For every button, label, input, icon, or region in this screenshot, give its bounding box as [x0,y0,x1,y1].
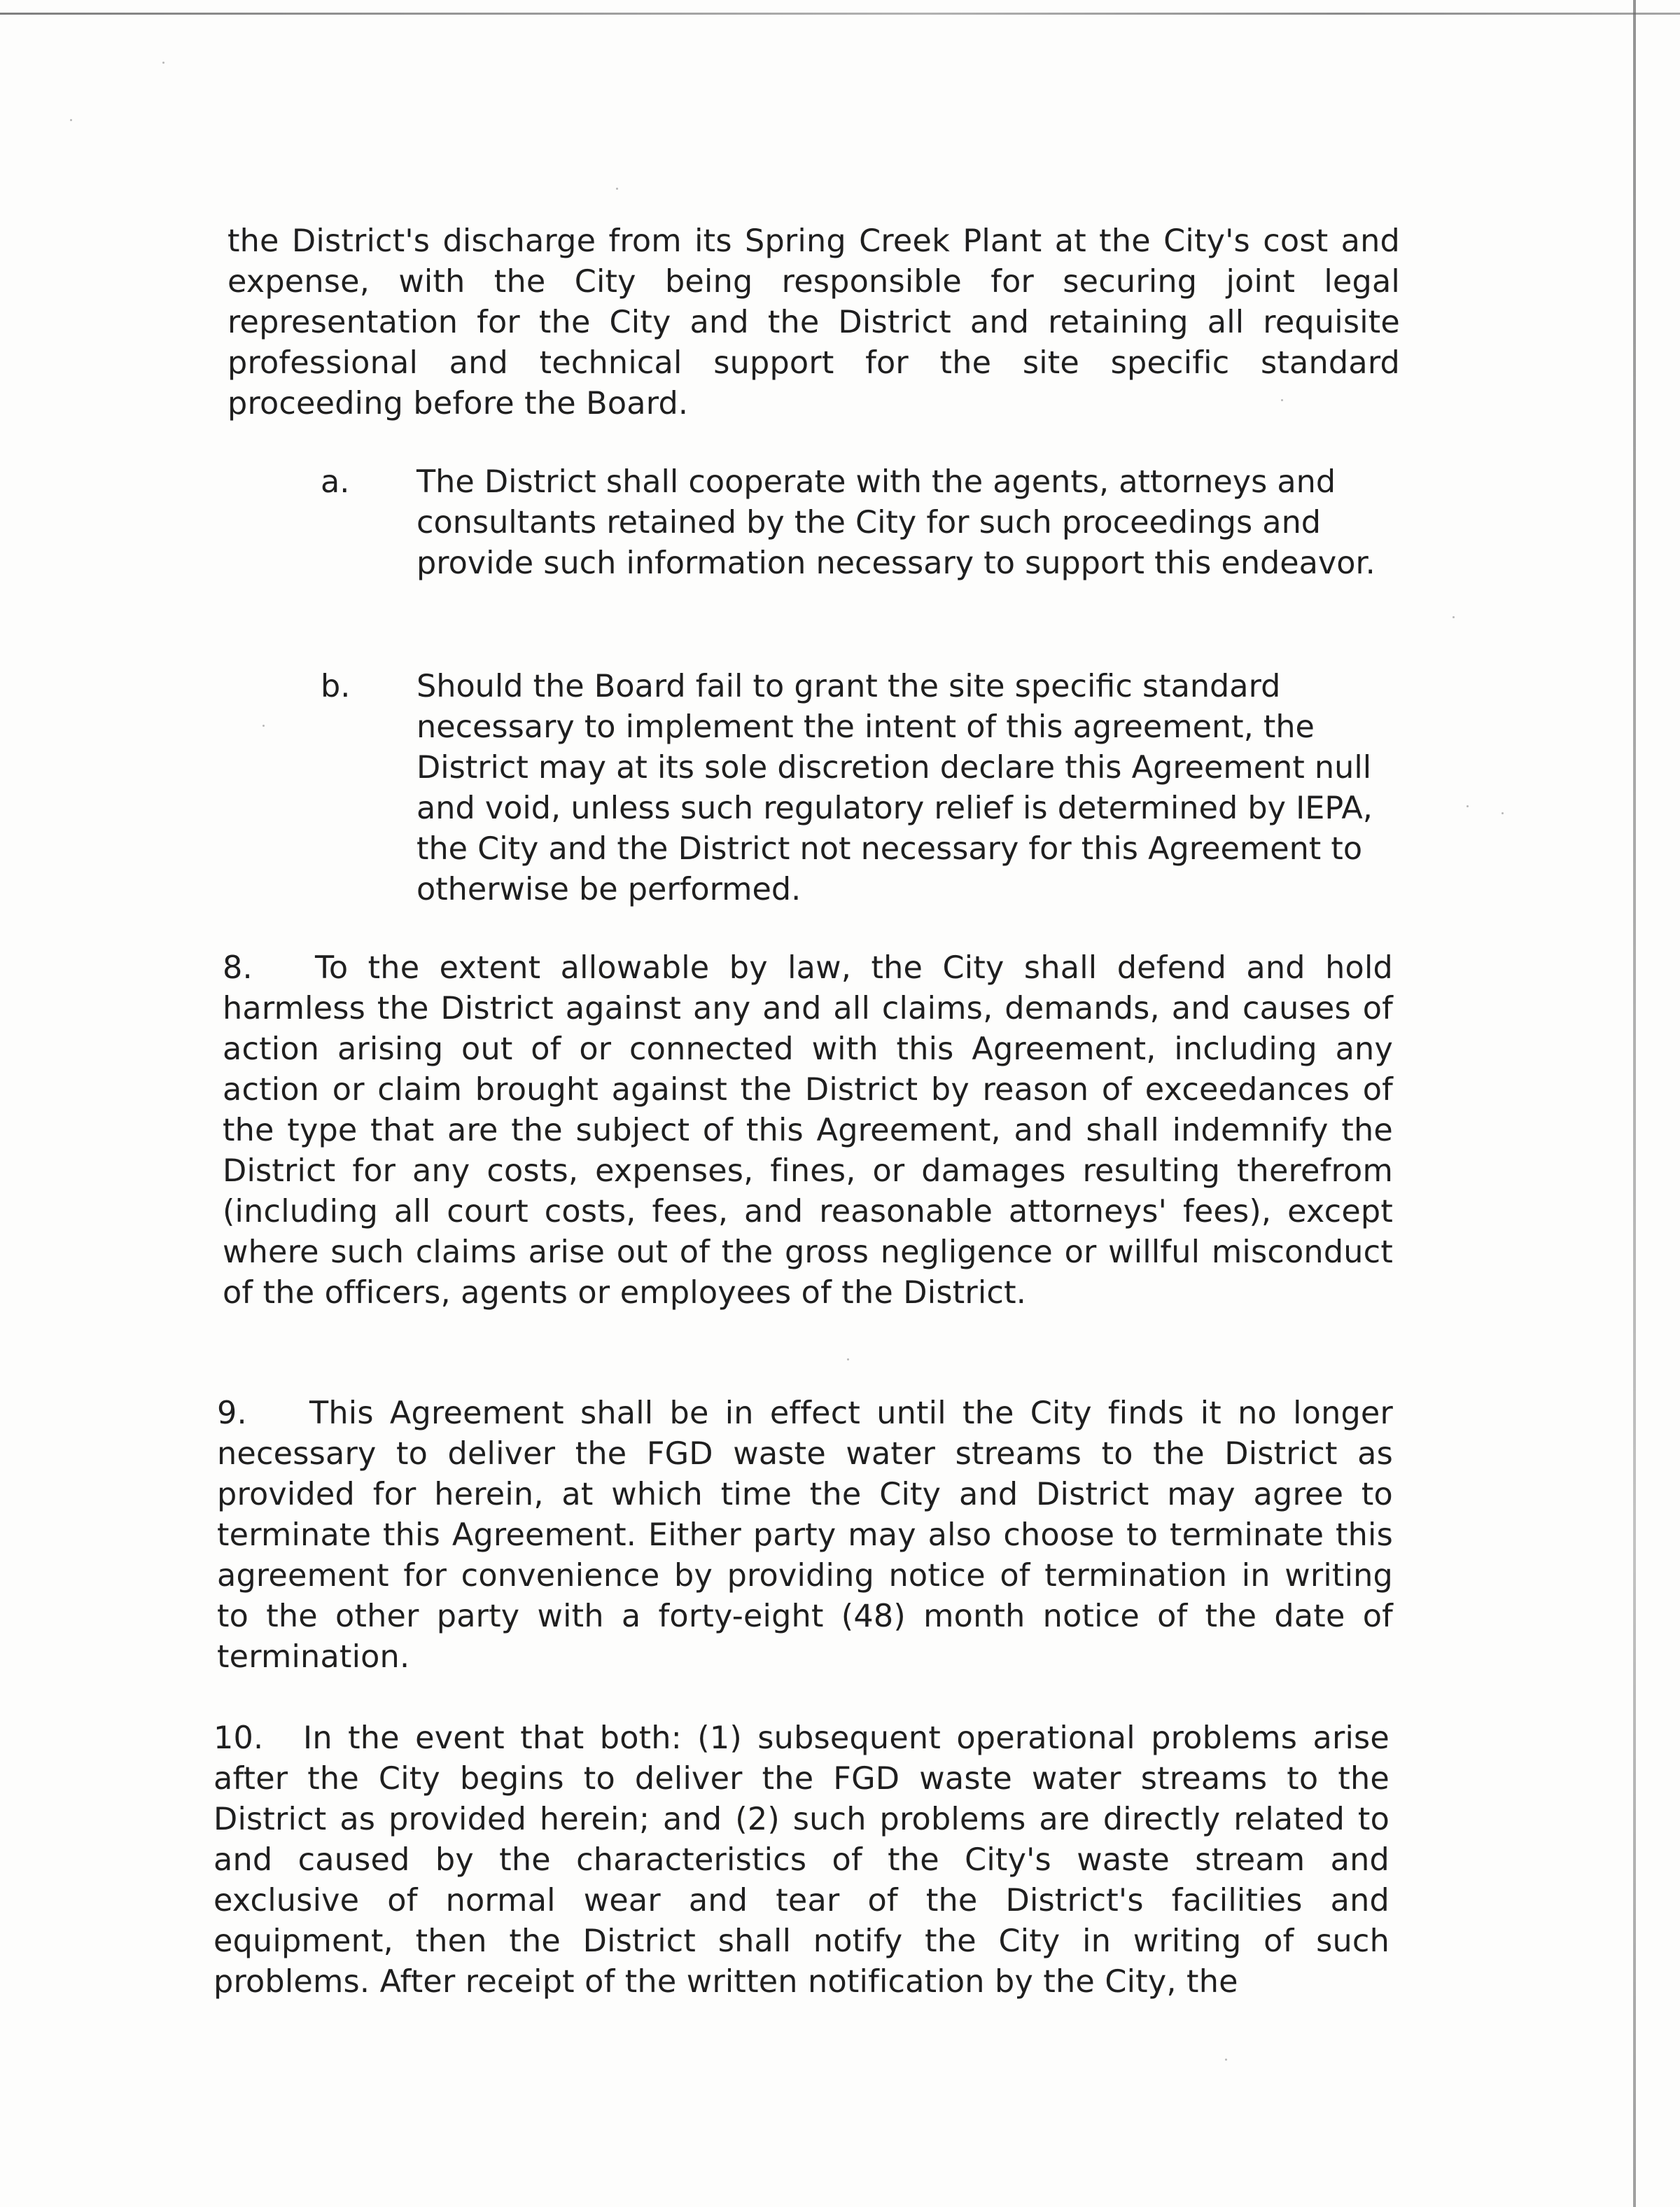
scan-speck [1225,2059,1227,2061]
scan-top-edge-line [0,13,1680,15]
subsection-b-text: Should the Board fail to grant the site specific standard necessary to implement the intent of this agreement, the District may at its sole discretion declare this Agreement null and void, unless such regulatory relief is determined by IEPA, the City and the District not necessary for this Agreement to otherwise be performed. [416,669,1373,907]
subsection-a-letter: a. [321,464,350,500]
scan-speck [162,62,164,64]
section-8-text: To the extent allowable by law, the City shall defend and hold harmless the District against any and all claims, demands, and causes of action arising out of or connected with this Agreement, including any action or claim brought against the District by reason of exceedances of the type that are the subject of this Agreement, and shall indemnify the District for any costs, expenses, fines, or damages resulting therefrom (including all court costs, fees, and reasonable attorneys' fees), except where such claims arise out of the gross negligence or willful misconduct of the officers, agents or employees of the District. [223,950,1393,1311]
section-9-number: 9. [217,1395,247,1431]
scan-speck [1466,805,1469,807]
scan-speck [262,725,265,727]
section-9-paragraph [217,1393,1393,1678]
scan-right-edge-line [1633,0,1636,2207]
section-9-text: This Agreement shall be in effect until the City finds it no longer necessary to deliver the FGD waste water streams to the District as provided for herein, at which time the City and District may agree to terminate this Agreement. Either party may also choose to terminate this agreement for convenience by providing notice of termination in writing to the other party with a forty-eight (48) month notice of the date of termination. [217,1395,1393,1675]
section-10-text: In the event that both: (1) subsequent operational problems arise after the City begins to deliver the FGD waste water streams to the District as provided herein; and (2) such problems are directly related to and caused by the characteristics of the City's waste stream and exclusive of normal wear and tear of the District's facilities and equipment, then the District shall notify the City in writing of such problems. After receipt of the written notification by the City, the [214,1720,1390,2000]
subsection-b-letter: b. [321,669,351,704]
section-10-number: 10. [214,1720,264,1756]
section-8-number: 8. [223,950,253,986]
scan-speck [1452,616,1455,618]
scan-speck [1502,812,1504,814]
section-10-paragraph [214,1718,1390,2003]
section-8-paragraph [223,948,1393,1314]
intro-paragraph: the District's discharge from its Spring Creek Plant at the City's cost and expense, with the City being responsible for securing joint legal representation for the City and the District and retaining all requisite professional and technical support for the site specific standard proceeding before the Board. [227,223,1400,422]
scan-speck [616,188,618,190]
scan-speck [847,1358,849,1360]
subsection-a-text: The District shall cooperate with the agents, attorneys and consultants retained by the City for such proceedings and provide such information necessary to support this endeavor. [416,464,1376,581]
scan-speck [70,119,72,121]
